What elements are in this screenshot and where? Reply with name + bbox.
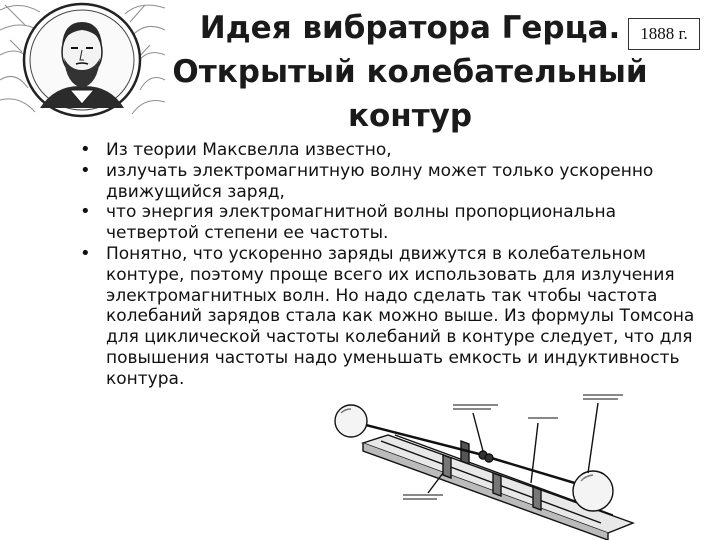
year-badge: 1888 г. [628, 18, 700, 50]
bullet-item: • Понятно, что ускоренно заряды движутся в колебательном контуре, поэтому проще всего их использовать для излучения электромагнитных волн. Но надо сделать так чтобы частота колебаний зарядов стала как можно выше. Из формулы Томсона для циклической частоты колебаний в контуре следует, что для повышения частоты надо уменьшать емкость и индуктивность контура. [28, 244, 713, 390]
bullet-item: • Из теории Максвелла известно, [28, 140, 713, 161]
title-line-2: Открытый колебательный [172, 54, 648, 90]
slide-title [160, 6, 660, 138]
bullet-item: • что энергия электромагнитной волны пропорциональна четвертой степени ее частоты. [28, 202, 713, 244]
hertz-portrait-image [0, 0, 165, 118]
title-line-1: Идея вибратора Герца. [199, 10, 621, 46]
title-line-3: контур [347, 98, 473, 134]
bullet-item: • излучать электромагнитную волну может только ускоренно движущийся заряд, [28, 161, 713, 203]
hertz-vibrator-apparatus-image [333, 383, 720, 540]
bullet-list [28, 140, 713, 390]
